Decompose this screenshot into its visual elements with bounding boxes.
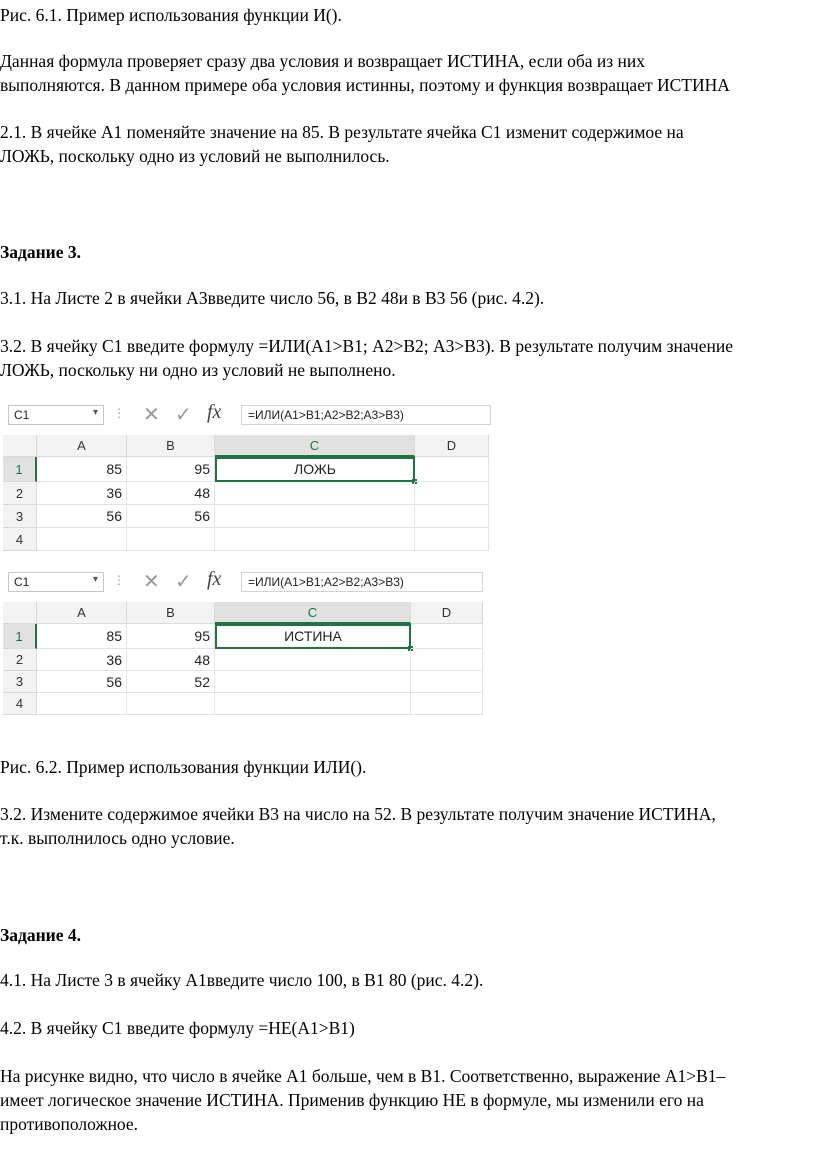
paragraph-line: 4.2. В ячейку С1 введите формулу =НЕ(А1>В1) bbox=[0, 1018, 355, 1038]
cell-c4[interactable] bbox=[215, 693, 411, 715]
column-header-b[interactable]: B bbox=[127, 602, 215, 624]
column-header-a[interactable]: A bbox=[37, 435, 127, 457]
drag-handle-icon: ⋮ bbox=[113, 406, 125, 420]
cell-a1[interactable]: 85 bbox=[37, 457, 127, 482]
column-header-a[interactable]: A bbox=[37, 602, 127, 624]
paragraph-line: 3.2. В ячейку С1 введите формулу =ИЛИ(А1>В1; А2>В2; А3>В3). В результате получим значение bbox=[0, 336, 733, 356]
paragraph-line: выполняются. В данном примере оба условия истинны, поэтому и функция возвращает ИСТИНА bbox=[0, 75, 730, 95]
paragraph-line: На рисунке видно, что число в ячейке А1 больше, чем в В1. Соответственно, выражение А1>В1– bbox=[0, 1066, 726, 1086]
figure-caption-6-2: Рис. 6.2. Пример использования функции ИЛИ(). bbox=[0, 757, 367, 777]
cell-d1[interactable] bbox=[411, 624, 483, 649]
cell-a4[interactable] bbox=[37, 528, 127, 551]
cell-d3[interactable] bbox=[411, 671, 483, 693]
cell-a1[interactable]: 85 bbox=[37, 624, 127, 649]
drag-handle-icon: ⋮ bbox=[113, 573, 125, 587]
cell-b1[interactable]: 95 bbox=[127, 624, 215, 649]
row-header-4[interactable]: 4 bbox=[3, 693, 37, 715]
row-header-4[interactable]: 4 bbox=[3, 528, 37, 551]
row-header-3[interactable]: 3 bbox=[3, 671, 37, 693]
paragraph-line: 4.1. На Листе 3 в ячейку А1введите число 100, в В1 80 (рис. 4.2). bbox=[0, 970, 484, 990]
cell-b2[interactable]: 48 bbox=[127, 482, 215, 505]
cell-a3[interactable]: 56 bbox=[37, 671, 127, 693]
formula-input[interactable]: =ИЛИ(A1>B1;A2>B2;A3>B3) bbox=[241, 405, 491, 425]
name-box-value: C1 bbox=[14, 575, 30, 589]
chevron-down-icon[interactable]: ▾ bbox=[92, 407, 98, 418]
enter-icon[interactable]: ✓ bbox=[175, 571, 192, 593]
cell-a3[interactable]: 56 bbox=[37, 505, 127, 528]
column-header-d[interactable]: D bbox=[415, 435, 489, 457]
paragraph-line: Данная формула проверяет сразу два условия и возвращает ИСТИНА, если оба из них bbox=[0, 51, 645, 71]
formula-bar bbox=[3, 401, 491, 429]
select-all-corner[interactable] bbox=[3, 435, 37, 457]
excel-screenshot-2 bbox=[3, 568, 483, 716]
cell-c2[interactable] bbox=[215, 482, 415, 505]
cell-c2[interactable] bbox=[215, 649, 411, 671]
cell-b3[interactable]: 56 bbox=[127, 505, 215, 528]
task-3-heading: Задание 3. bbox=[0, 242, 82, 262]
task-4-heading: Задание 4. bbox=[0, 925, 82, 945]
paragraph-line: 2.1. В ячейке А1 поменяйте значение на 85. В результате ячейка С1 изменит содержимое на bbox=[0, 122, 684, 142]
cell-a2[interactable]: 36 bbox=[37, 482, 127, 505]
cell-a4[interactable] bbox=[37, 693, 127, 715]
paragraph-line: 3.1. На Листе 2 в ячейки А3введите число 56, в В2 48и в В3 56 (рис. 4.2). bbox=[0, 288, 545, 308]
paragraph-line: ЛОЖЬ, поскольку одно из условий не выполнилось. bbox=[0, 146, 390, 166]
paragraph-line: т.к. выполнилось одно условие. bbox=[0, 828, 235, 848]
excel-screenshot-1 bbox=[3, 401, 491, 551]
cell-c4[interactable] bbox=[215, 528, 415, 551]
cell-d2[interactable] bbox=[415, 482, 489, 505]
cancel-icon[interactable]: ✕ bbox=[143, 404, 160, 426]
cell-d4[interactable] bbox=[411, 693, 483, 715]
row-header-1[interactable]: 1 bbox=[3, 457, 37, 482]
name-box-value: C1 bbox=[14, 408, 30, 422]
enter-icon[interactable]: ✓ bbox=[175, 404, 192, 426]
cell-b4[interactable] bbox=[127, 693, 215, 715]
figure-caption-6-1: Рис. 6.1. Пример использования функции И(). bbox=[0, 5, 342, 25]
select-all-corner[interactable] bbox=[3, 602, 37, 624]
cell-b2[interactable]: 48 bbox=[127, 649, 215, 671]
cell-b4[interactable] bbox=[127, 528, 215, 551]
chevron-down-icon[interactable]: ▾ bbox=[92, 574, 98, 585]
paragraph-line: 3.2. Измените содержимое ячейки В3 на число на 52. В результате получим значение ИСТИНА, bbox=[0, 804, 716, 824]
cell-b3[interactable]: 52 bbox=[127, 671, 215, 693]
formula-input[interactable]: =ИЛИ(A1>B1;A2>B2;A3>B3) bbox=[241, 572, 483, 592]
cell-d1[interactable] bbox=[415, 457, 489, 482]
cell-c3[interactable] bbox=[215, 671, 411, 693]
cell-d2[interactable] bbox=[411, 649, 483, 671]
paragraph-line: ЛОЖЬ, поскольку ни одно из условий не выполнено. bbox=[0, 360, 396, 380]
paragraph-line: противоположное. bbox=[0, 1114, 139, 1134]
cell-d3[interactable] bbox=[415, 505, 489, 528]
cell-a2[interactable]: 36 bbox=[37, 649, 127, 671]
cell-b1[interactable]: 95 bbox=[127, 457, 215, 482]
formula-bar bbox=[3, 568, 483, 596]
row-header-2[interactable]: 2 bbox=[3, 482, 37, 505]
cell-c1-active[interactable]: ИСТИНА bbox=[215, 624, 411, 649]
cancel-icon[interactable]: ✕ bbox=[143, 571, 160, 593]
cell-c1-active[interactable]: ЛОЖЬ bbox=[215, 457, 415, 482]
column-header-c[interactable]: C bbox=[215, 435, 415, 457]
row-header-1[interactable]: 1 bbox=[3, 624, 37, 649]
cell-c3[interactable] bbox=[215, 505, 415, 528]
column-header-d[interactable]: D bbox=[411, 602, 483, 624]
insert-function-icon[interactable]: fx bbox=[207, 401, 222, 423]
cell-d4[interactable] bbox=[415, 528, 489, 551]
name-box[interactable] bbox=[8, 405, 104, 425]
column-header-b[interactable]: B bbox=[127, 435, 215, 457]
row-header-2[interactable]: 2 bbox=[3, 649, 37, 671]
insert-function-icon[interactable]: fx bbox=[207, 568, 222, 590]
column-header-c[interactable]: C bbox=[215, 602, 411, 624]
paragraph-line: имеет логическое значение ИСТИНА. Применив функцию НЕ в формуле, мы изменили его на bbox=[0, 1090, 704, 1110]
row-header-3[interactable]: 3 bbox=[3, 505, 37, 528]
name-box[interactable] bbox=[8, 572, 104, 592]
